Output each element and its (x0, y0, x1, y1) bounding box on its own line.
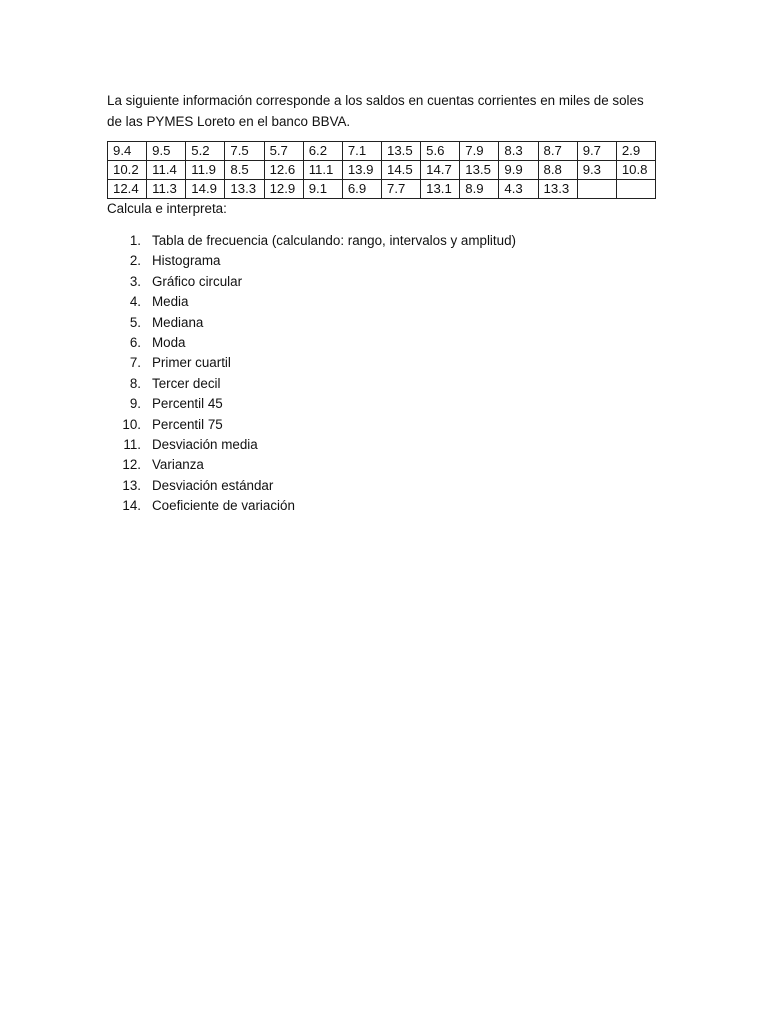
table-cell: 10.8 (616, 161, 655, 180)
table-cell: 14.9 (186, 180, 225, 199)
table-cell: 2.9 (616, 142, 655, 161)
table-cell: 8.5 (225, 161, 264, 180)
task-text: Varianza (152, 457, 204, 473)
table-cell: 8.9 (460, 180, 499, 199)
task-list-item (107, 435, 659, 455)
balances-table (107, 141, 656, 199)
task-text: Gráfico circular (152, 273, 243, 289)
task-number: 4. (129, 294, 141, 310)
table-cell: 7.9 (460, 142, 499, 161)
table-cell: 5.6 (421, 142, 460, 161)
task-text: Desviación estándar (152, 477, 274, 493)
task-list (107, 231, 659, 517)
table-cell: 12.9 (264, 180, 303, 199)
task-text: Tabla de frecuencia (calculando: rango, intervalos y amplitud) (152, 233, 516, 248)
table-row (108, 180, 656, 199)
table-cell: 13.5 (381, 142, 420, 161)
table-cell: 14.5 (381, 161, 420, 180)
task-list-item (107, 231, 659, 251)
table-cell: 5.2 (186, 142, 225, 161)
table-cell: 8.8 (538, 161, 577, 180)
table-row (108, 161, 656, 180)
task-text: Mediana (152, 314, 204, 330)
task-number: 6. (129, 335, 141, 351)
table-cell: 11.9 (186, 161, 225, 180)
task-list-item (107, 415, 659, 435)
task-number: 10. (122, 416, 141, 432)
table-cell: 6.9 (342, 180, 381, 199)
task-text: Primer cuartil (152, 355, 231, 371)
table-cell: 8.3 (499, 142, 538, 161)
task-number: 7. (129, 355, 141, 371)
task-text: Tercer decil (152, 375, 221, 391)
task-text: Moda (152, 335, 186, 351)
task-list-item (107, 496, 659, 516)
table-cell: 5.7 (264, 142, 303, 161)
table-cell (577, 180, 616, 199)
task-list-item (107, 272, 659, 292)
task-number: 13. (122, 477, 141, 493)
task-text: Media (152, 294, 189, 310)
table-cell: 4.3 (499, 180, 538, 199)
table-cell: 14.7 (421, 161, 460, 180)
table-cell: 10.2 (108, 161, 147, 180)
task-list-item (107, 374, 659, 394)
table-cell: 11.4 (147, 161, 186, 180)
document-page (107, 91, 659, 517)
table-cell: 9.7 (577, 142, 616, 161)
task-text: Percentil 75 (152, 416, 223, 432)
task-list-item (107, 292, 659, 312)
task-list-item (107, 455, 659, 475)
table-row (108, 142, 656, 161)
task-number: 9. (129, 396, 141, 412)
task-text: Histograma (152, 253, 221, 269)
table-cell: 7.1 (342, 142, 381, 161)
task-list-item (107, 333, 659, 353)
table-cell (616, 180, 655, 199)
task-number: 12. (122, 457, 141, 473)
table-cell: 7.7 (381, 180, 420, 199)
table-cell: 11.1 (303, 161, 342, 180)
task-text: Percentil 45 (152, 396, 223, 412)
task-number: 5. (129, 314, 141, 330)
table-cell: 9.4 (108, 142, 147, 161)
table-cell: 13.5 (460, 161, 499, 180)
table-cell: 13.1 (421, 180, 460, 199)
task-list-item (107, 394, 659, 414)
task-list-item (107, 251, 659, 271)
intro-paragraph: La siguiente información corresponde a los saldos en cuentas corrientes en miles de soles de las PYMES Loreto en el banco BBVA. (107, 93, 644, 129)
task-number: 11. (123, 437, 141, 453)
table-cell: 12.6 (264, 161, 303, 180)
balances-table-body (108, 142, 656, 199)
task-text: Coeficiente de variación (152, 498, 295, 514)
table-cell: 13.9 (342, 161, 381, 180)
table-cell: 11.3 (147, 180, 186, 199)
task-number: 3. (129, 273, 141, 289)
table-cell: 12.4 (108, 180, 147, 199)
table-cell: 9.3 (577, 161, 616, 180)
table-cell: 6.2 (303, 142, 342, 161)
task-number: 2. (129, 253, 141, 269)
task-list-item (107, 476, 659, 496)
instruction-text: Calcula e interpreta: (107, 201, 227, 216)
table-cell: 13.3 (538, 180, 577, 199)
task-list-item (107, 353, 659, 373)
table-cell: 9.1 (303, 180, 342, 199)
table-cell: 7.5 (225, 142, 264, 161)
task-number: 8. (129, 375, 141, 391)
table-cell: 13.3 (225, 180, 264, 199)
task-number: 14. (122, 498, 141, 514)
table-cell: 8.7 (538, 142, 577, 161)
task-text: Desviación media (152, 437, 258, 453)
table-cell: 9.5 (147, 142, 186, 161)
table-cell: 9.9 (499, 161, 538, 180)
task-list-item (107, 313, 659, 333)
task-number: 1. (129, 233, 141, 248)
